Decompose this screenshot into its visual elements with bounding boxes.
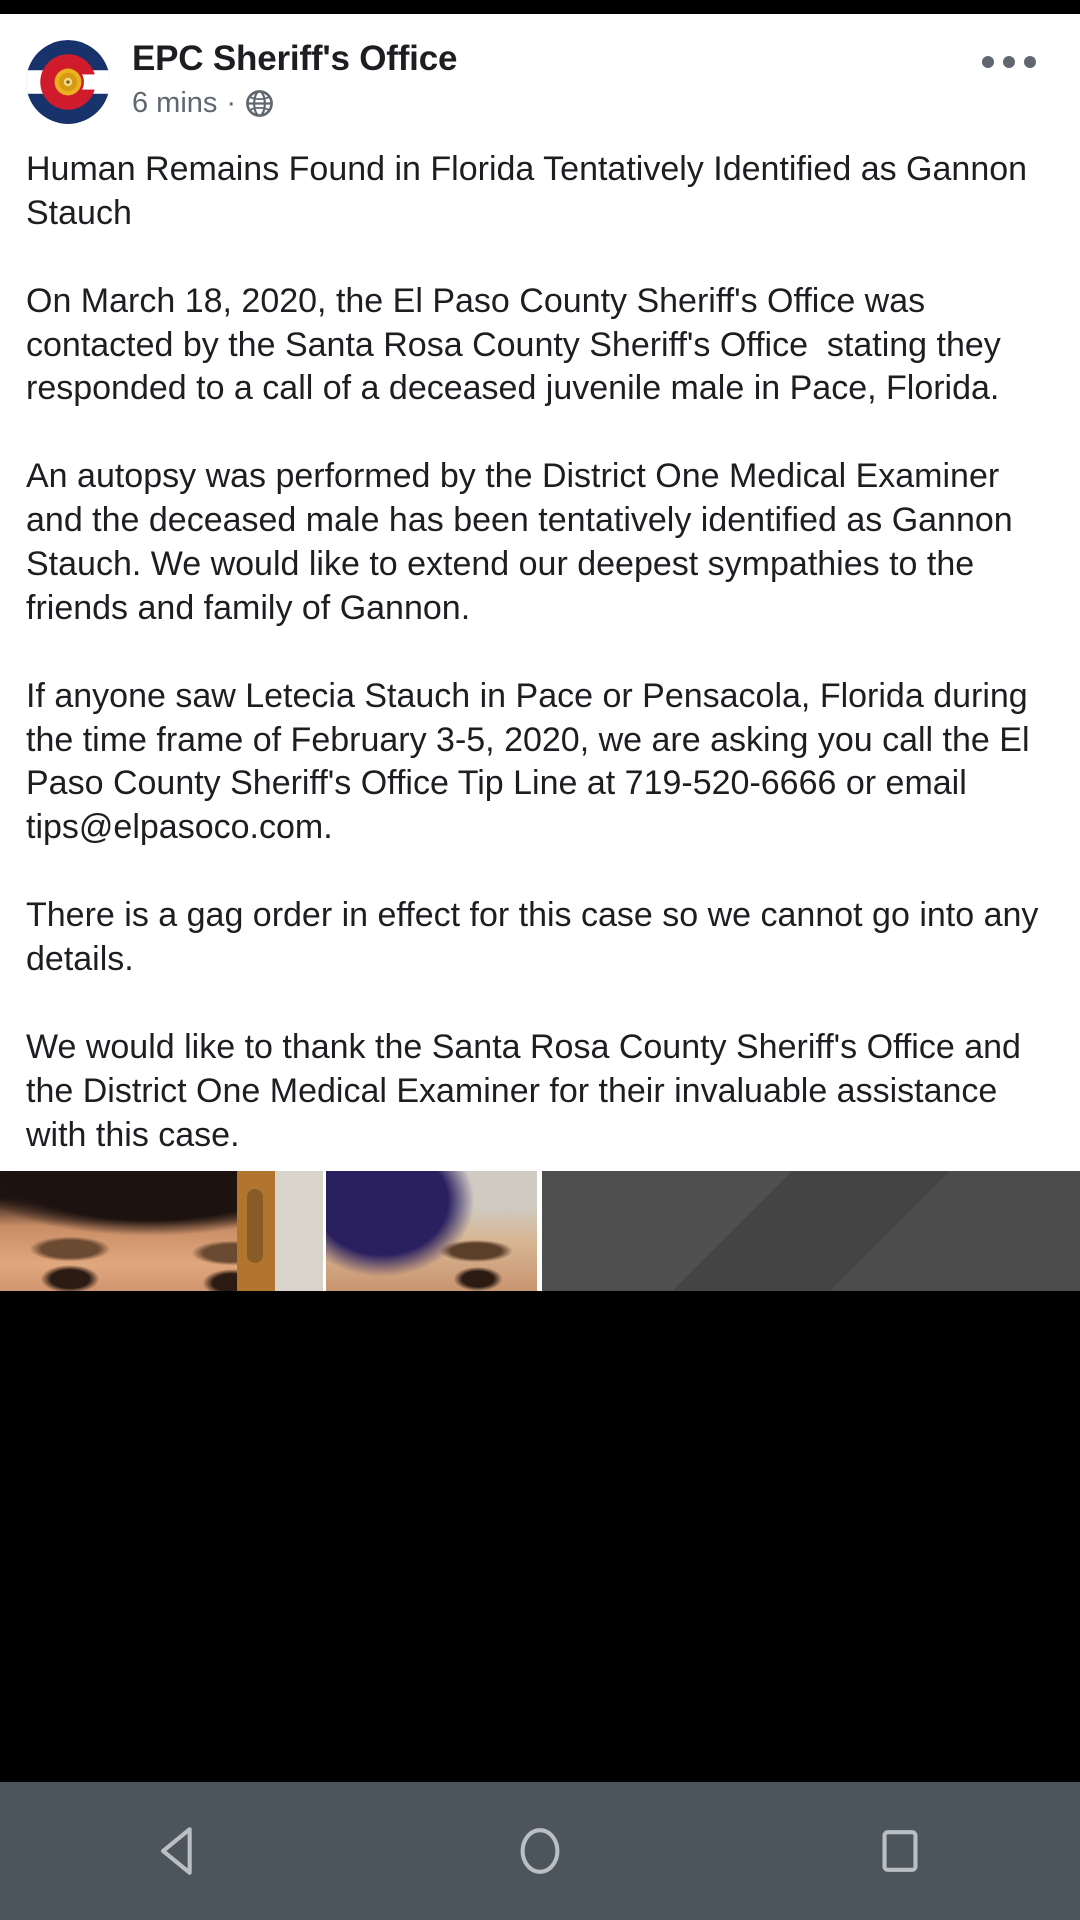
post-paragraph: An autopsy was performed by the District One Medical Examiner and the deceased male has been tentatively identified as Gannon Stauch. We would like to extend our deepest sympathies to the friends and family of Gannon. bbox=[26, 457, 1023, 627]
paragraph-spacer bbox=[26, 236, 1054, 280]
post-photo-thumbnail[interactable] bbox=[326, 1171, 542, 1291]
post-more-options-button[interactable] bbox=[982, 56, 1036, 68]
ellipsis-dot-icon bbox=[1024, 56, 1036, 68]
post-paragraph: We would like to thank the Santa Rosa County Sheriff's Office and the District One Medical Examiner for their invaluable assistance with this case. bbox=[26, 1027, 1031, 1154]
ellipsis-dot-icon bbox=[982, 56, 994, 68]
photo-background-region bbox=[237, 1171, 323, 1291]
globe-icon[interactable] bbox=[245, 89, 274, 118]
colorado-flag-sheriff-badge-avatar[interactable] bbox=[26, 40, 110, 124]
square-recents-icon bbox=[871, 1822, 929, 1880]
post-photo-attachments bbox=[0, 1171, 1080, 1291]
facebook-post-card bbox=[0, 14, 1080, 1291]
post-paragraph: On March 18, 2020, the El Paso County Sheriff's Office was contacted by the Santa Rosa County Sheriff's Office stating they responded to a call of a deceased juvenile male in Pace, Florida. bbox=[26, 281, 1011, 408]
post-paragraph: If anyone saw Letecia Stauch in Pace or Pensacola, Florida during the time frame of February 3-5, 2020, we are asking you call the El Paso County Sheriff's Office Tip Line at 719-520-6666 or email tips@elpasoco.com. bbox=[26, 676, 1039, 847]
nav-recents-button[interactable] bbox=[825, 1782, 975, 1920]
paragraph-spacer bbox=[26, 982, 1054, 1026]
page-name[interactable]: EPC Sheriff's Office bbox=[132, 39, 458, 78]
meta-separator-dot: · bbox=[226, 86, 237, 119]
post-header-text bbox=[132, 36, 457, 118]
post-paragraph: There is a gag order in effect for this case so we cannot go into any details. bbox=[26, 896, 1048, 979]
post-headline: Human Remains Found in Florida Tentatively Identified as Gannon Stauch bbox=[26, 150, 1037, 232]
post-timestamp[interactable]: 6 mins bbox=[132, 86, 218, 119]
post-body bbox=[0, 140, 1080, 1157]
nav-home-button[interactable] bbox=[465, 1782, 615, 1920]
paragraph-spacer bbox=[26, 411, 1054, 455]
post-meta-row bbox=[132, 86, 457, 119]
ellipsis-dot-icon bbox=[1003, 56, 1015, 68]
photo-placeholder-fill bbox=[542, 1171, 1080, 1291]
post-photo-thumbnail[interactable] bbox=[0, 1171, 326, 1291]
android-navigation-bar bbox=[0, 1782, 1080, 1920]
post-photo-placeholder[interactable] bbox=[542, 1171, 1080, 1291]
photo-face-region bbox=[326, 1171, 537, 1291]
screen-letterbox bbox=[0, 1291, 1080, 1782]
triangle-back-icon bbox=[151, 1822, 209, 1880]
paragraph-spacer bbox=[26, 631, 1054, 675]
status-bar bbox=[0, 0, 1080, 14]
post-header bbox=[0, 14, 1080, 140]
paragraph-spacer bbox=[26, 850, 1054, 894]
nav-back-button[interactable] bbox=[105, 1782, 255, 1920]
circle-home-icon bbox=[511, 1822, 569, 1880]
